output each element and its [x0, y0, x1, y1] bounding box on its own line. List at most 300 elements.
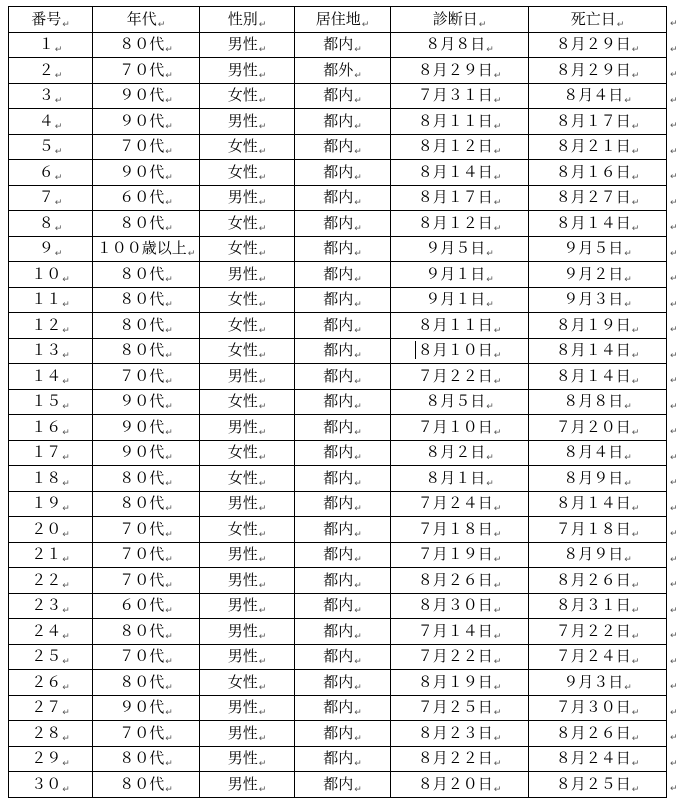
cell-text: 女性: [227, 213, 258, 232]
cell-text: 女性: [227, 137, 258, 156]
cell-text: ８０代: [119, 341, 165, 360]
paragraph-mark-icon: ↵: [165, 121, 173, 132]
cell-text: ７月１９日: [417, 545, 493, 564]
cell-death-date: [529, 491, 667, 517]
cell-text: ８月２３日: [417, 723, 493, 742]
cell-death-date: [529, 542, 667, 568]
cell-age: [93, 721, 200, 747]
cell-text: ９０代: [119, 111, 165, 130]
cell-diagnosis-date: [391, 644, 529, 670]
cell-text: ８月１４日: [555, 494, 631, 513]
cell-diagnosis-date: [391, 32, 529, 58]
paragraph-mark-icon: ↵: [62, 733, 70, 744]
paragraph-mark-icon: ↵: [624, 682, 632, 693]
cell-sex: [200, 185, 295, 211]
paragraph-mark-icon: ↵: [165, 478, 173, 489]
paragraph-mark-icon: ↵: [354, 529, 362, 540]
cell-text: ７月１０日: [417, 417, 493, 436]
cell-age: [93, 83, 200, 109]
paragraph-mark-icon: ↵: [165, 759, 173, 770]
header-cell-sex: [200, 7, 295, 33]
cell-number: [9, 440, 93, 466]
cell-text: 都内: [323, 315, 354, 334]
cell-text: ８月３０日: [417, 596, 493, 615]
cell-text: ８月１４日: [555, 366, 631, 385]
cell-death-date: [529, 109, 667, 135]
cell-age: [93, 313, 200, 339]
cell-text: ８月２７日: [555, 188, 631, 207]
cell-diagnosis-date: [391, 466, 529, 492]
table-row: [9, 58, 667, 84]
paragraph-mark-icon: ↵: [258, 708, 267, 719]
cell-text: 女性: [227, 392, 258, 411]
table-row: [9, 287, 667, 313]
paragraph-mark-icon: ↵: [54, 96, 63, 107]
cell-number: [9, 389, 93, 415]
paragraph-mark-icon: ↵: [624, 274, 632, 285]
cell-text: ８０代: [119, 290, 165, 309]
cell-diagnosis-date: [391, 83, 529, 109]
table-row: [9, 772, 667, 798]
row-end-mark-icon: ↵: [670, 529, 678, 540]
cell-number: [9, 491, 93, 517]
cell-age: [93, 287, 200, 313]
paragraph-mark-icon: ↵: [631, 45, 640, 56]
cell-text: ９: [38, 239, 54, 258]
paragraph-mark-icon: ↵: [258, 427, 267, 438]
paragraph-mark-icon: ↵: [62, 504, 70, 515]
paragraph-mark-icon: ↵: [165, 733, 173, 744]
cell-text: ８月１４日: [555, 213, 631, 232]
cell-diagnosis-date: [391, 746, 529, 772]
paragraph-mark-icon: ↵: [486, 274, 494, 285]
row-end-mark-icon: ↵: [670, 299, 678, 310]
cell-text: 女性: [227, 290, 258, 309]
cell-text: ８月４日: [563, 86, 624, 105]
paragraph-mark-icon: ↵: [354, 402, 362, 413]
cell-text: 男性: [227, 545, 258, 564]
cell-text: ９月５日: [425, 239, 486, 258]
cell-diagnosis-date: [391, 313, 529, 339]
cell-diagnosis-date: [391, 670, 529, 696]
table-row: [9, 466, 667, 492]
paragraph-mark-icon: ↵: [493, 784, 502, 795]
cell-text: ９月１日: [425, 290, 486, 309]
paragraph-mark-icon: ↵: [354, 631, 362, 642]
cell-number: [9, 262, 93, 288]
cell-text: ４: [38, 111, 54, 130]
paragraph-mark-icon: ↵: [486, 249, 494, 260]
cell-age: [93, 517, 200, 543]
row-end-mark-icon: ↵: [670, 427, 678, 438]
row-end-mark-icon: ↵: [670, 172, 678, 183]
paragraph-mark-icon: ↵: [486, 478, 494, 489]
cell-text: ８０代: [119, 468, 165, 487]
cell-diagnosis-date: [391, 695, 529, 721]
paragraph-mark-icon: ↵: [624, 402, 632, 413]
cell-sex: [200, 542, 295, 568]
paragraph-mark-icon: ↵: [165, 351, 173, 362]
cell-sex: [200, 262, 295, 288]
row-end-mark-icon: ↵: [670, 605, 678, 616]
cell-sex: [200, 695, 295, 721]
cell-text: １７: [31, 443, 62, 462]
paragraph-mark-icon: ↵: [493, 376, 502, 387]
cell-text: ７月３１日: [417, 86, 493, 105]
cell-text: ６０代: [119, 188, 165, 207]
row-end-mark-icon: ↵: [670, 656, 678, 667]
table-row: [9, 568, 667, 594]
cell-text: ８月２６日: [555, 723, 631, 742]
cell-age: [93, 364, 200, 390]
paragraph-mark-icon: ↵: [354, 580, 362, 591]
paragraph-mark-icon: ↵: [165, 70, 173, 81]
cell-sex: [200, 338, 295, 364]
cell-sex: [200, 593, 295, 619]
cell-diagnosis-date: [391, 517, 529, 543]
cell-text: １４: [31, 366, 62, 385]
paragraph-mark-icon: ↵: [478, 19, 487, 30]
cell-age: [93, 542, 200, 568]
cell-text: 都内: [323, 35, 354, 54]
cell-sex: [200, 721, 295, 747]
cell-text: １３: [31, 341, 62, 360]
cell-number: [9, 517, 93, 543]
cell-text: １００歳以上: [96, 239, 187, 258]
cell-text: ７月２２日: [417, 366, 493, 385]
paragraph-mark-icon: ↵: [631, 427, 640, 438]
cell-text: ７月１４日: [417, 621, 493, 640]
cell-diagnosis-date: [391, 568, 529, 594]
cell-age: [93, 185, 200, 211]
cell-age: [93, 338, 200, 364]
paragraph-mark-icon: ↵: [54, 70, 63, 81]
paragraph-mark-icon: ↵: [631, 376, 640, 387]
cell-number: [9, 236, 93, 262]
cell-number: [9, 619, 93, 645]
paragraph-mark-icon: ↵: [354, 376, 362, 387]
cell-text: 都内: [323, 264, 354, 283]
cell-sex: [200, 364, 295, 390]
table-row: [9, 491, 667, 517]
paragraph-mark-icon: ↵: [62, 606, 70, 617]
paragraph-mark-icon: ↵: [258, 657, 267, 668]
paragraph-mark-icon: ↵: [165, 784, 173, 795]
cell-age: [93, 236, 200, 262]
cell-text: ８０代: [119, 774, 165, 793]
cell-text: 女性: [227, 239, 258, 258]
paragraph-mark-icon: ↵: [165, 274, 173, 285]
cell-text: ２: [38, 60, 54, 79]
paragraph-mark-icon: ↵: [258, 733, 267, 744]
paragraph-mark-icon: ↵: [62, 529, 70, 540]
cell-age: [93, 746, 200, 772]
cell-death-date: [529, 440, 667, 466]
cell-residence: [295, 593, 391, 619]
cell-age: [93, 695, 200, 721]
cell-death-date: [529, 772, 667, 798]
cell-text: 都内: [323, 86, 354, 105]
paragraph-mark-icon: ↵: [493, 198, 502, 209]
cell-sex: [200, 670, 295, 696]
cell-age: [93, 670, 200, 696]
cell-text: ８０代: [119, 749, 165, 768]
paragraph-mark-icon: ↵: [631, 198, 640, 209]
paragraph-mark-icon: ↵: [258, 325, 267, 336]
paragraph-mark-icon: ↵: [493, 121, 502, 132]
paragraph-mark-icon: ↵: [62, 427, 70, 438]
paragraph-mark-icon: ↵: [54, 147, 63, 158]
cell-text: 都内: [323, 392, 354, 411]
paragraph-mark-icon: ↵: [54, 45, 63, 56]
cell-residence: [295, 542, 391, 568]
paragraph-mark-icon: ↵: [493, 96, 502, 107]
cell-text: 男性: [227, 494, 258, 513]
paragraph-mark-icon: ↵: [354, 249, 362, 260]
paragraph-mark-icon: ↵: [62, 478, 70, 489]
cell-death-date: [529, 236, 667, 262]
cell-text: １１: [31, 290, 62, 309]
cell-text: ９月３日: [563, 290, 624, 309]
paragraph-mark-icon: ↵: [258, 172, 267, 183]
cell-number: [9, 211, 93, 237]
cell-text: 都内: [323, 111, 354, 130]
cell-number: [9, 313, 93, 339]
paragraph-mark-icon: ↵: [493, 147, 502, 158]
cell-text: ８月１１日: [417, 315, 493, 334]
paragraph-mark-icon: ↵: [493, 351, 502, 362]
table-row: [9, 619, 667, 645]
cell-residence: [295, 440, 391, 466]
cell-sex: [200, 109, 295, 135]
paragraph-mark-icon: ↵: [62, 759, 70, 770]
table-row: [9, 695, 667, 721]
cell-text: 都内: [323, 494, 354, 513]
paragraph-mark-icon: ↵: [354, 657, 362, 668]
cell-text: ８月２０日: [417, 774, 493, 793]
header-label: 性別: [227, 9, 258, 28]
cell-text: ８月２日: [425, 443, 486, 462]
cell-sex: [200, 568, 295, 594]
paragraph-mark-icon: ↵: [258, 249, 267, 260]
cell-text: 男性: [227, 366, 258, 385]
row-end-mark-icon: ↵: [670, 554, 678, 565]
cell-text: 都内: [323, 366, 354, 385]
paragraph-mark-icon: ↵: [354, 453, 362, 464]
cell-sex: [200, 440, 295, 466]
table-row: [9, 542, 667, 568]
table-row: [9, 83, 667, 109]
cell-text: ７０代: [119, 137, 165, 156]
cell-text: ８０代: [119, 264, 165, 283]
cell-text: ２５: [31, 647, 62, 666]
cell-text: ９０代: [119, 698, 165, 717]
cell-death-date: [529, 619, 667, 645]
cell-text: ８０代: [119, 315, 165, 334]
cell-sex: [200, 644, 295, 670]
paragraph-mark-icon: ↵: [258, 453, 267, 464]
paragraph-mark-icon: ↵: [62, 300, 70, 311]
cell-text: ７０代: [119, 60, 165, 79]
table-row: [9, 721, 667, 747]
cell-residence: [295, 287, 391, 313]
paragraph-mark-icon: ↵: [624, 300, 632, 311]
cell-text: ２７: [31, 698, 62, 717]
paragraph-mark-icon: ↵: [631, 70, 640, 81]
cell-text: ７０代: [119, 647, 165, 666]
paragraph-mark-icon: ↵: [631, 223, 640, 234]
cell-number: [9, 32, 93, 58]
paragraph-mark-icon: ↵: [258, 351, 267, 362]
paragraph-mark-icon: ↵: [258, 223, 267, 234]
cell-text: 男性: [227, 35, 258, 54]
table-header: [9, 7, 667, 33]
cell-text: ８月８日: [425, 35, 486, 54]
paragraph-mark-icon: ↵: [258, 682, 267, 693]
cell-text: １５: [31, 392, 62, 411]
paragraph-mark-icon: ↵: [165, 453, 173, 464]
paragraph-mark-icon: ↵: [624, 249, 632, 260]
cell-diagnosis-date: [391, 364, 529, 390]
cell-death-date: [529, 83, 667, 109]
paragraph-mark-icon: ↵: [62, 631, 70, 642]
cell-text: １２: [31, 315, 62, 334]
cell-diagnosis-date: [391, 593, 529, 619]
paragraph-mark-icon: ↵: [165, 631, 173, 642]
paragraph-mark-icon: ↵: [361, 19, 370, 30]
cell-residence: [295, 517, 391, 543]
row-end-mark-icon: ↵: [670, 452, 678, 463]
cell-text: 都内: [323, 162, 354, 181]
cell-text: ７０代: [119, 723, 165, 742]
paragraph-mark-icon: ↵: [258, 580, 267, 591]
cell-death-date: [529, 593, 667, 619]
cell-text: 都内: [323, 468, 354, 487]
cell-text: 女性: [227, 468, 258, 487]
paragraph-mark-icon: ↵: [493, 708, 502, 719]
paragraph-mark-icon: ↵: [258, 606, 267, 617]
cell-text: ９月１日: [425, 264, 486, 283]
paragraph-mark-icon: ↵: [165, 300, 173, 311]
cell-age: [93, 32, 200, 58]
paragraph-mark-icon: ↵: [493, 325, 502, 336]
cell-text: ７０代: [119, 519, 165, 538]
header-cell-death-date: [529, 7, 667, 33]
paragraph-mark-icon: ↵: [165, 172, 173, 183]
row-end-mark-icon: ↵: [670, 758, 678, 769]
cell-text: ８月２４日: [555, 749, 631, 768]
paragraph-mark-icon: ↵: [631, 657, 640, 668]
row-end-mark-icon: ↵: [670, 350, 678, 361]
paragraph-mark-icon: ↵: [624, 555, 632, 566]
paragraph-mark-icon: ↵: [165, 147, 173, 158]
cell-text: 女性: [227, 315, 258, 334]
table-row: [9, 517, 667, 543]
paragraph-mark-icon: ↵: [631, 580, 640, 591]
cell-sex: [200, 313, 295, 339]
paragraph-mark-icon: ↵: [62, 555, 70, 566]
cell-death-date: [529, 415, 667, 441]
text-cursor: [415, 341, 416, 359]
cell-death-date: [529, 568, 667, 594]
cell-text: 都内: [323, 290, 354, 309]
cell-text: ７月２２日: [555, 621, 631, 640]
cell-diagnosis-date: [391, 772, 529, 798]
cell-number: [9, 542, 93, 568]
cell-death-date: [529, 389, 667, 415]
cell-text: ７月１８日: [417, 519, 493, 538]
cell-number: [9, 695, 93, 721]
cell-text: 都内: [323, 188, 354, 207]
row-end-mark-icon: ↵: [670, 146, 678, 157]
paragraph-mark-icon: ↵: [165, 223, 173, 234]
paragraph-mark-icon: ↵: [354, 682, 362, 693]
cell-text: 男性: [227, 749, 258, 768]
paragraph-mark-icon: ↵: [165, 198, 173, 209]
paragraph-mark-icon: ↵: [631, 733, 640, 744]
cell-age: [93, 109, 200, 135]
cell-number: [9, 746, 93, 772]
cell-text: 女性: [227, 443, 258, 462]
cell-text: ９０代: [119, 443, 165, 462]
cell-death-date: [529, 466, 667, 492]
cell-text: ８月９日: [563, 545, 624, 564]
paragraph-mark-icon: ↵: [631, 147, 640, 158]
cell-residence: [295, 772, 391, 798]
paragraph-mark-icon: ↵: [493, 504, 502, 515]
cell-text: ９月５日: [563, 239, 624, 258]
cell-text: 男性: [227, 188, 258, 207]
paragraph-mark-icon: ↵: [354, 70, 362, 81]
cell-sex: [200, 287, 295, 313]
cell-text: 都内: [323, 698, 354, 717]
paragraph-mark-icon: ↵: [624, 96, 632, 107]
cell-text: ７月２４日: [555, 647, 631, 666]
paragraph-mark-icon: ↵: [631, 708, 640, 719]
header-row: [9, 7, 667, 33]
paragraph-mark-icon: ↵: [258, 784, 267, 795]
cell-diagnosis-date: [391, 542, 529, 568]
cell-text: ８月１９日: [417, 672, 493, 691]
cell-text: 女性: [227, 86, 258, 105]
paragraph-mark-icon: ↵: [54, 198, 63, 209]
paragraph-mark-icon: ↵: [258, 147, 267, 158]
cell-number: [9, 466, 93, 492]
cell-sex: [200, 236, 295, 262]
row-end-mark-icon: ↵: [670, 70, 678, 81]
cell-text: 都内: [323, 341, 354, 360]
cell-text: ８月３１日: [555, 596, 631, 615]
table-body: [9, 32, 667, 797]
paragraph-mark-icon: ↵: [493, 682, 502, 693]
table-row: [9, 313, 667, 339]
cell-text: ８月２６日: [555, 570, 631, 589]
cell-text: ９０代: [119, 162, 165, 181]
cell-sex: [200, 389, 295, 415]
cell-sex: [200, 58, 295, 84]
header-cell-number: [9, 7, 93, 33]
header-label: 死亡日: [570, 9, 616, 28]
cell-text: ８月１日: [425, 468, 486, 487]
paragraph-mark-icon: ↵: [354, 351, 362, 362]
paragraph-mark-icon: ↵: [62, 682, 70, 693]
cell-text: 女性: [227, 519, 258, 538]
cell-sex: [200, 491, 295, 517]
paragraph-mark-icon: ↵: [258, 759, 267, 770]
paragraph-mark-icon: ↵: [493, 580, 502, 591]
cell-death-date: [529, 211, 667, 237]
cell-sex: [200, 772, 295, 798]
